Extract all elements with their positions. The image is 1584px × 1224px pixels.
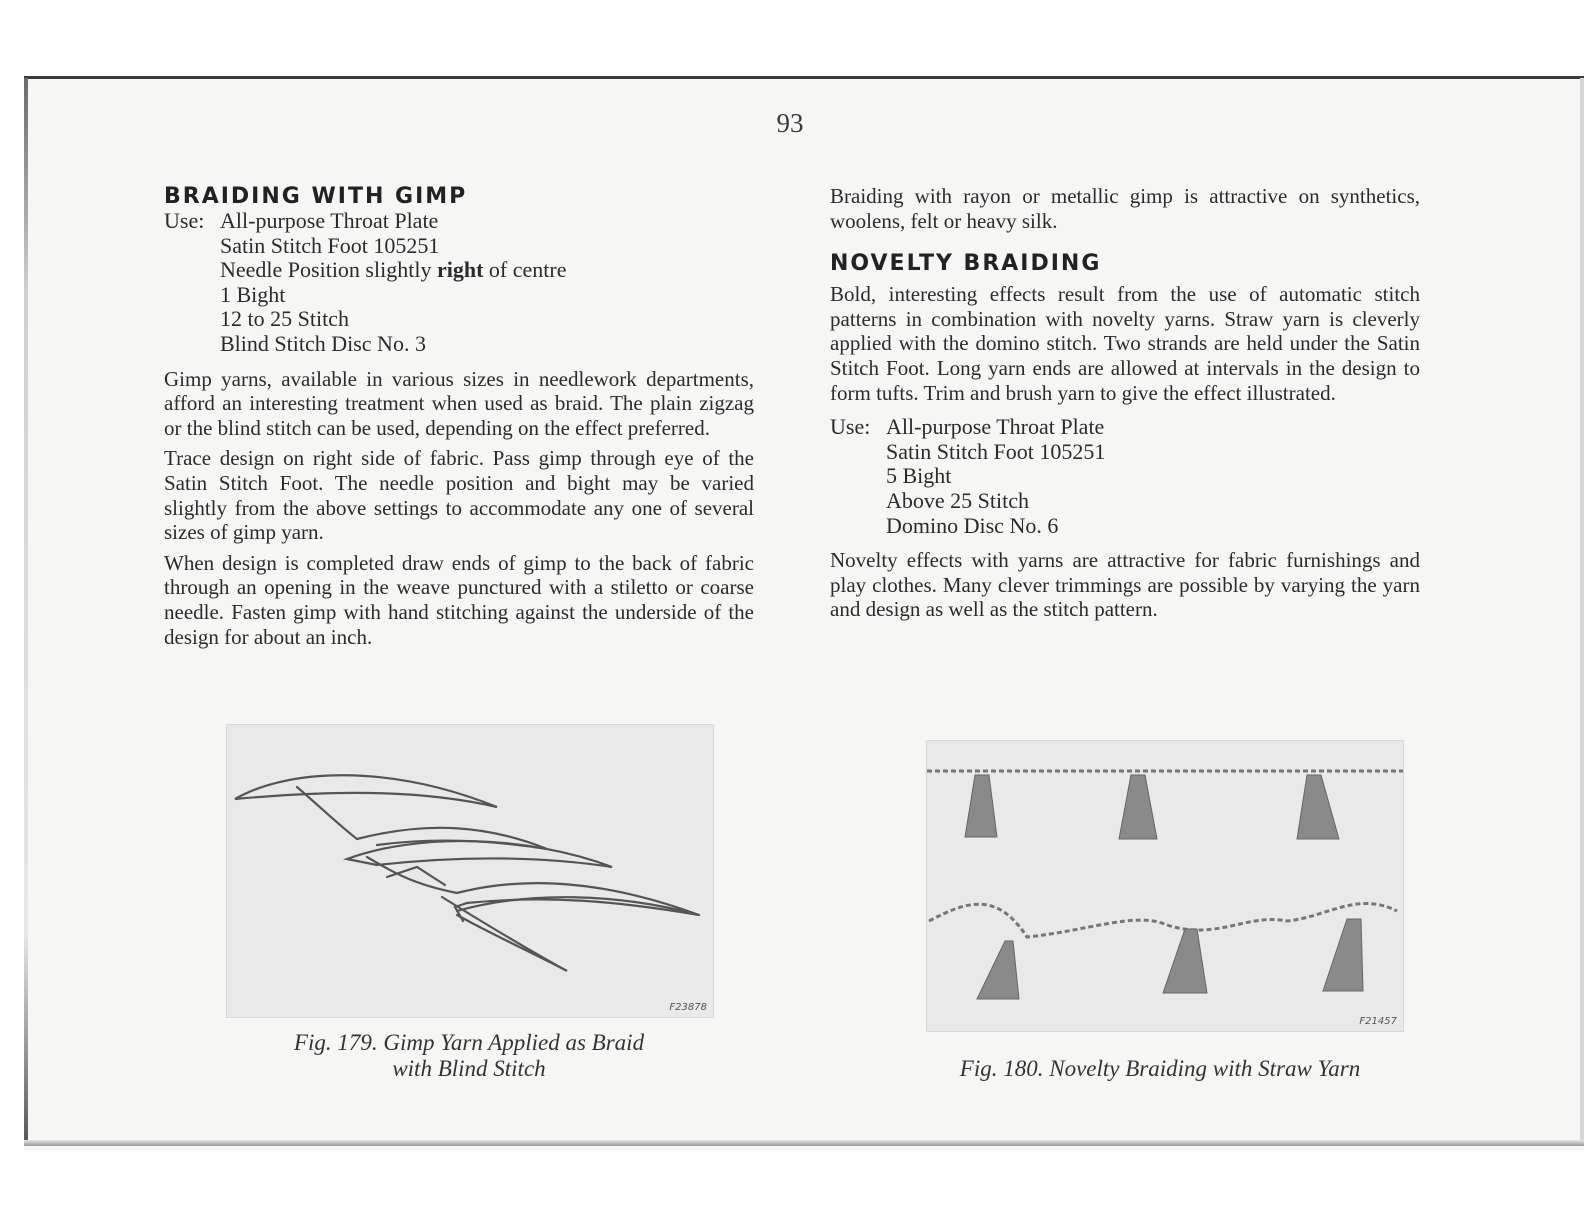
caption-line: with Blind Stitch (392, 1056, 546, 1081)
use-item: All-purpose Throat Plate (220, 208, 439, 233)
left-column (164, 184, 754, 649)
page-edge-right (1580, 78, 1584, 1146)
figure-179-gimp-braid-image (226, 724, 714, 1018)
left-paragraph: Trace design on right side of fabric. Pass gimp through eye of the Satin Stitch Foot. The needle position and bight may be varied slightly from the above settings to accommodate any one of several sizes of gimp yarn. (164, 446, 754, 545)
use-label: Use: (164, 208, 205, 233)
use-item: All-purpose Throat Plate (886, 414, 1105, 440)
page-edge-bottom (24, 1140, 1584, 1146)
novelty-braiding-heading: NOVELTY BRAIDING (830, 251, 1102, 277)
right-intro: Braiding with rayon or metallic gimp is attractive on synthetics, woolens, felt or heavy silk. (830, 184, 1420, 233)
figure-180-caption: Fig. 180. Novelty Braiding with Straw Yarn (959, 1056, 1361, 1081)
right-use-list (830, 415, 1420, 538)
figure-code: F23878 (669, 1002, 707, 1013)
use-item: Satin Stitch Foot 105251 (220, 232, 440, 258)
use-item: 12 to 25 Stitch (220, 306, 349, 332)
figure-180-straw-yarn-image (926, 740, 1404, 1032)
figure-code: F21457 (1359, 1016, 1397, 1027)
caption-line: Fig. 179. Gimp Yarn Applied as Braid (293, 1030, 645, 1055)
use-item: 1 Bight (220, 281, 286, 307)
use-item-needle (164, 258, 754, 283)
needle-suffix: of centre (488, 257, 567, 283)
right-column (830, 184, 1420, 622)
straw-yarn-illustration (927, 741, 1403, 1031)
gimp-braid-illustration (227, 725, 713, 1017)
figure-179-caption (226, 1030, 712, 1082)
right-paragraph: Bold, interesting effects result from the use of automatic stitch patterns in combination with novelty yarns. Straw yarn is cleverly applied with the domino stitch. Two strands are held under the Satin Stitch Foot. Long yarn ends are allowed at intervals in the design to form tufts. Trim and brush yarn to give the effect illustrated. (830, 282, 1420, 405)
use-item: Domino Disc No. 6 (886, 512, 1059, 538)
left-paragraph: Gimp yarns, available in various sizes in needlework departments, afford an interesting treatment when used as braid. The plain zigzag or the blind stitch can be used, depending on the effect preferred. (164, 366, 754, 440)
use-item: Satin Stitch Foot 105251 (886, 438, 1106, 464)
page-number: 93 (776, 108, 804, 138)
braiding-with-gimp-heading: BRAIDING WITH GIMP (164, 184, 468, 209)
use-label: Use: (830, 414, 871, 440)
needle-bold: right (436, 257, 484, 283)
needle-prefix: Needle Position slightly (220, 257, 432, 283)
left-use-list (164, 209, 754, 357)
use-item: Blind Stitch Disc No. 3 (220, 330, 426, 356)
use-item: Above 25 Stitch (886, 487, 1029, 513)
page-edge-left (24, 78, 28, 1146)
left-paragraph: When design is completed draw ends of gimp to the back of fabric through an opening in the weave punctured with a stiletto or coarse needle. Fasten gimp with hand stitching against the underside of the design for about an inch. (164, 550, 754, 649)
use-item: 5 Bight (886, 463, 952, 489)
right-paragraph: Novelty effects with yarns are attractive for fabric furnishings and play clothes. Many clever trimmings are possible by varying the yarn and design as well as the stitch pattern. (830, 548, 1420, 622)
